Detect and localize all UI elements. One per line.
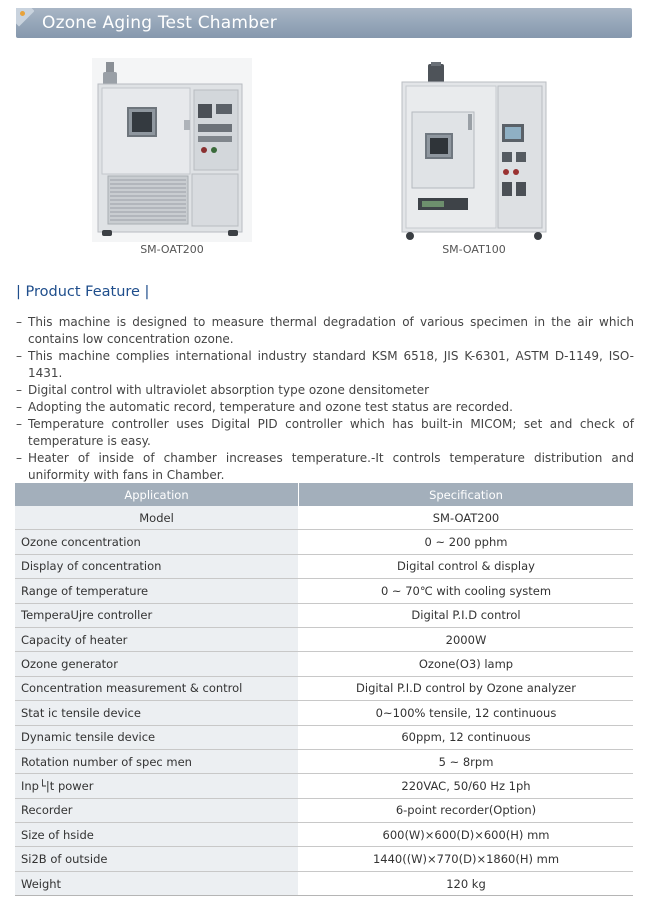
feature-item: – Adopting the automatic record, temperature and ozone test status are recorded. [16,399,634,416]
feature-item: – Digital control with ultraviolet absorption type ozone densitometer [16,382,634,399]
page-title: Ozone Aging Test Chamber [42,13,277,33]
row-value: 1440((W)×770(D)×1860(H) mm [299,847,634,871]
row-label: Dynamic tensile device [15,725,299,749]
table-row [15,579,633,603]
feature-item: – Temperature controller uses Digital PID controller which has built-in MICOM; set and check of temperature is easy. [16,416,634,450]
row-label: Range of temperature [15,579,299,603]
table-row [15,725,633,749]
table-row [15,749,633,773]
header-specification: Specification [299,483,634,506]
row-label: Inp└|t power [15,774,299,798]
row-value: 600(W)×600(D)×600(H) mm [299,823,634,847]
table-row [15,701,633,725]
photo-caption-1: SM-OAT200 [140,243,204,256]
row-value: Digital P.I.D control by Ozone analyzer [299,676,634,700]
table-row [15,506,633,530]
row-label: Recorder [15,798,299,822]
title-bar [16,8,632,38]
row-label: Stat ic tensile device [15,701,299,725]
row-value: SM-OAT200 [299,506,634,530]
feature-item: – This machine complies international industry standard KSM 6518, JIS K-6301, ASTM D-1149, ISO-1431. [16,348,634,382]
table-row [15,798,633,822]
table-row [15,627,633,651]
feature-item: – Heater of inside of chamber increases temperature.-It controls temperature distribution and uniformity with fans in Chamber. [16,450,634,484]
row-label: Model [15,506,299,530]
table-row [15,774,633,798]
row-label: Si2B of outside [15,847,299,871]
row-label: TemperaUjre controller [15,603,299,627]
table-row [15,676,633,700]
row-label: Rotation number of spec men [15,749,299,773]
table-row [15,847,633,871]
chamber-photo-sm-oat100 [398,62,550,242]
title-corner-decoration [16,8,34,38]
row-value: 5 ~ 8rpm [299,749,634,773]
row-label: Weight [15,871,299,895]
specification-table [15,483,633,896]
table-row [15,823,633,847]
row-value: Digital P.I.D control [299,603,634,627]
row-value: 6-point recorder(Option) [299,798,634,822]
table-row [15,530,633,554]
row-value: Digital control & display [299,554,634,578]
row-label: Display of concentration [15,554,299,578]
table-row [15,652,633,676]
product-feature-heading: | Product Feature | [16,284,150,300]
row-label: Size of hside [15,823,299,847]
row-label: Ozone generator [15,652,299,676]
title-dot-icon [20,11,25,16]
row-label: Ozone concentration [15,530,299,554]
row-value: 0 ~ 70℃ with cooling system [299,579,634,603]
feature-item: – This machine is designed to measure thermal degradation of various specimen in the air which contains low concentration ozone. [16,314,634,348]
table-row [15,871,633,895]
row-value: 0~100% tensile, 12 continuous [299,701,634,725]
photo-caption-2: SM-OAT100 [442,243,506,256]
table-header-row [15,483,633,506]
table-row [15,554,633,578]
header-application: Application [15,483,299,506]
table-row [15,603,633,627]
row-value: 2000W [299,627,634,651]
row-value: 0 ~ 200 pphm [299,530,634,554]
row-value: 220VAC, 50/60 Hz 1ph [299,774,634,798]
feature-list [16,314,634,484]
row-value: 60ppm, 12 continuous [299,725,634,749]
row-value: Ozone(O3) lamp [299,652,634,676]
chamber-photo-sm-oat200 [92,58,252,242]
row-value: 120 kg [299,871,634,895]
row-label: Capacity of heater [15,627,299,651]
row-label: Concentration measurement & control [15,676,299,700]
